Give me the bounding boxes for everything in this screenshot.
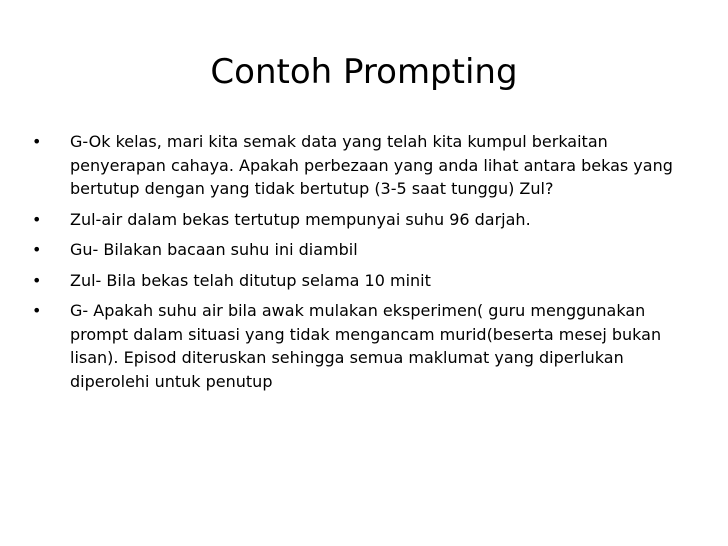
bullet-marker: • [32, 132, 42, 151]
bullet-item [28, 208, 688, 232]
bullet-item [28, 299, 688, 393]
slide-title: Contoh Prompting [210, 52, 518, 92]
bullet-text: Gu- Bilakan bacaan suhu ini diambil [70, 240, 358, 259]
bullet-text: Zul-air dalam bekas tertutup mempunyai suhu 96 darjah. [70, 209, 531, 229]
bullet-text: Zul- Bila bekas telah ditutup selama 10 minit [70, 270, 431, 290]
bullet-item [28, 269, 688, 293]
bullet-marker: • [32, 301, 42, 320]
bullet-text: G- Apakah suhu air bila awak mulakan eksperimen( guru menggunakan prompt dalam situasi yang tidak mengancam murid(beserta mesej bukan lisan). Episod diteruskan sehingga semua maklumat yang diperlukan diperolehi untuk penutup [70, 301, 662, 391]
bullet-list [28, 130, 688, 400]
bullet-marker: • [32, 209, 42, 229]
bullet-marker: • [32, 270, 42, 290]
bullet-marker: • [32, 240, 42, 259]
bullet-item [28, 238, 688, 262]
bullet-text: G-Ok kelas, mari kita semak data yang telah kita kumpul berkaitan penyerapan cahaya. Apakah perbezaan yang anda lihat antara bekas yang bertutup dengan yang tidak bertutup (3-5 saat tunggu) Zul? [70, 132, 673, 198]
bullet-item [28, 130, 688, 201]
